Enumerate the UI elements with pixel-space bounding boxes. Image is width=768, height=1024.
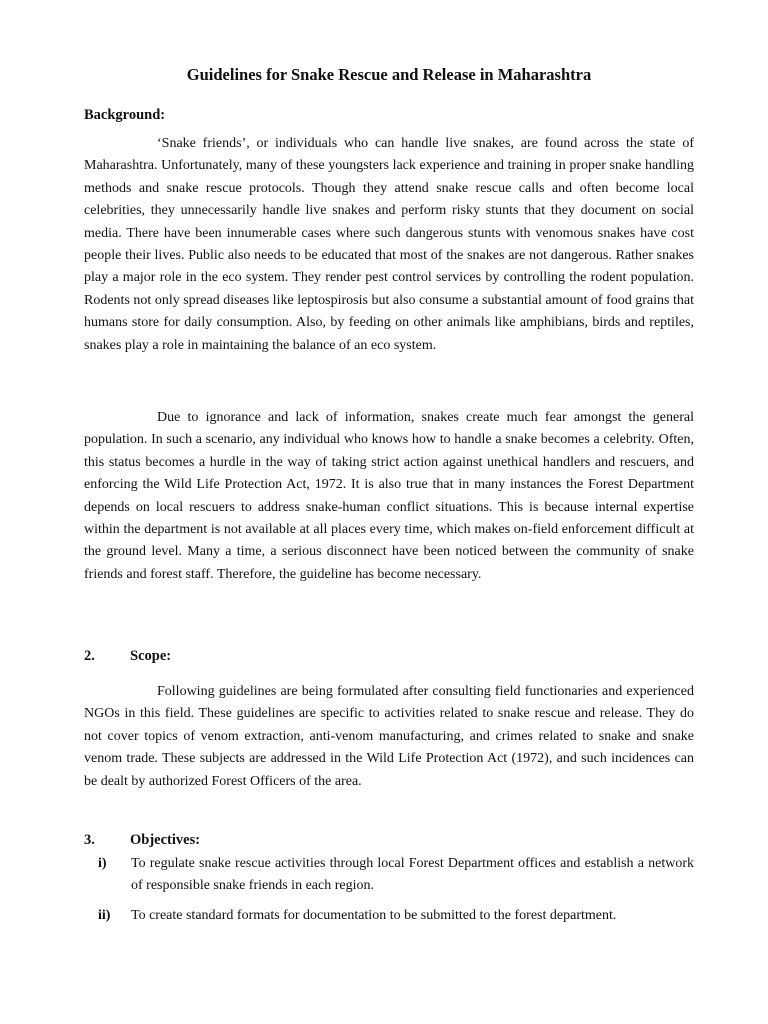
background-heading: Background: bbox=[84, 107, 166, 123]
scope-number: 2. bbox=[84, 648, 95, 664]
scope-title: Scope: bbox=[130, 648, 172, 664]
objective-label: i) bbox=[98, 856, 107, 871]
objective-item bbox=[84, 853, 694, 898]
objective-text: To regulate snake rescue activities through local Forest Department offices and establish a network of responsible snake friends in each region. bbox=[131, 856, 694, 894]
objectives-title: Objectives: bbox=[130, 832, 201, 848]
objective-text: To create standard formats for documentation to be submitted to the forest department. bbox=[131, 908, 617, 923]
background-paragraph-1: ‘Snake friends’, or individuals who can handle live snakes, are found across the state of Maharashtra. Unfortunately, many of these youngsters lack experience and training in proper snake handling methods and snake rescue protocols. Though they attend snake rescue calls and often become local celebrities, they unnecessarily handle live snakes and perform risky stunts that they document on social media. There have been innumerable cases where such dangerous stunts with venomous snakes have cost people their lives. Public also needs to be educated that most of the snakes are not dangerous. Rather snakes play a major role in the eco system. They render pest control services by controlling the rodent population. Rodents not only spread diseases like leptospirosis but also consume a substantial amount of food grains that humans store for daily consumption. Also, by feeding on other animals like amphibians, birds and reptiles, snakes play a role in maintaining the balance of an eco system. bbox=[84, 136, 694, 353]
scope-paragraph: Following guidelines are being formulated after consulting field functionaries and experienced NGOs in this field. These guidelines are specific to activities related to snake rescue and release. They do not cover topics of venom extraction, anti-venom manufacturing, and crimes related to snake and snake venom trade. These subjects are addressed in the Wild Life Protection Act (1972), and such incidences can be dealt by authorized Forest Officers of the area. bbox=[84, 684, 694, 789]
objectives-number: 3. bbox=[84, 832, 95, 848]
background-paragraph-2: Due to ignorance and lack of information, snakes create much fear amongst the general population. In such a scenario, any individual who knows how to handle a snake becomes a celebrity. Often, this status becomes a hurdle in the way of taking strict action against unethical handlers and rescuers, and enforcing the Wild Life Protection Act, 1972. It is also true that in many instances the Forest Department depends on local rescuers to address snake-human conflict situations. This is because internal expertise within the department is not available at all places every time, which makes on-field enforcement difficult at the ground level. Many a time, a serious disconnect have been noticed between the community of snake friends and forest staff. Therefore, the guideline has become necessary. bbox=[84, 410, 694, 582]
scope-heading bbox=[84, 645, 694, 667]
document-title: Guidelines for Snake Rescue and Release in Maharashtra bbox=[186, 65, 592, 84]
objectives-heading bbox=[84, 829, 694, 851]
objective-item bbox=[84, 905, 694, 927]
objective-label: ii) bbox=[98, 908, 111, 923]
